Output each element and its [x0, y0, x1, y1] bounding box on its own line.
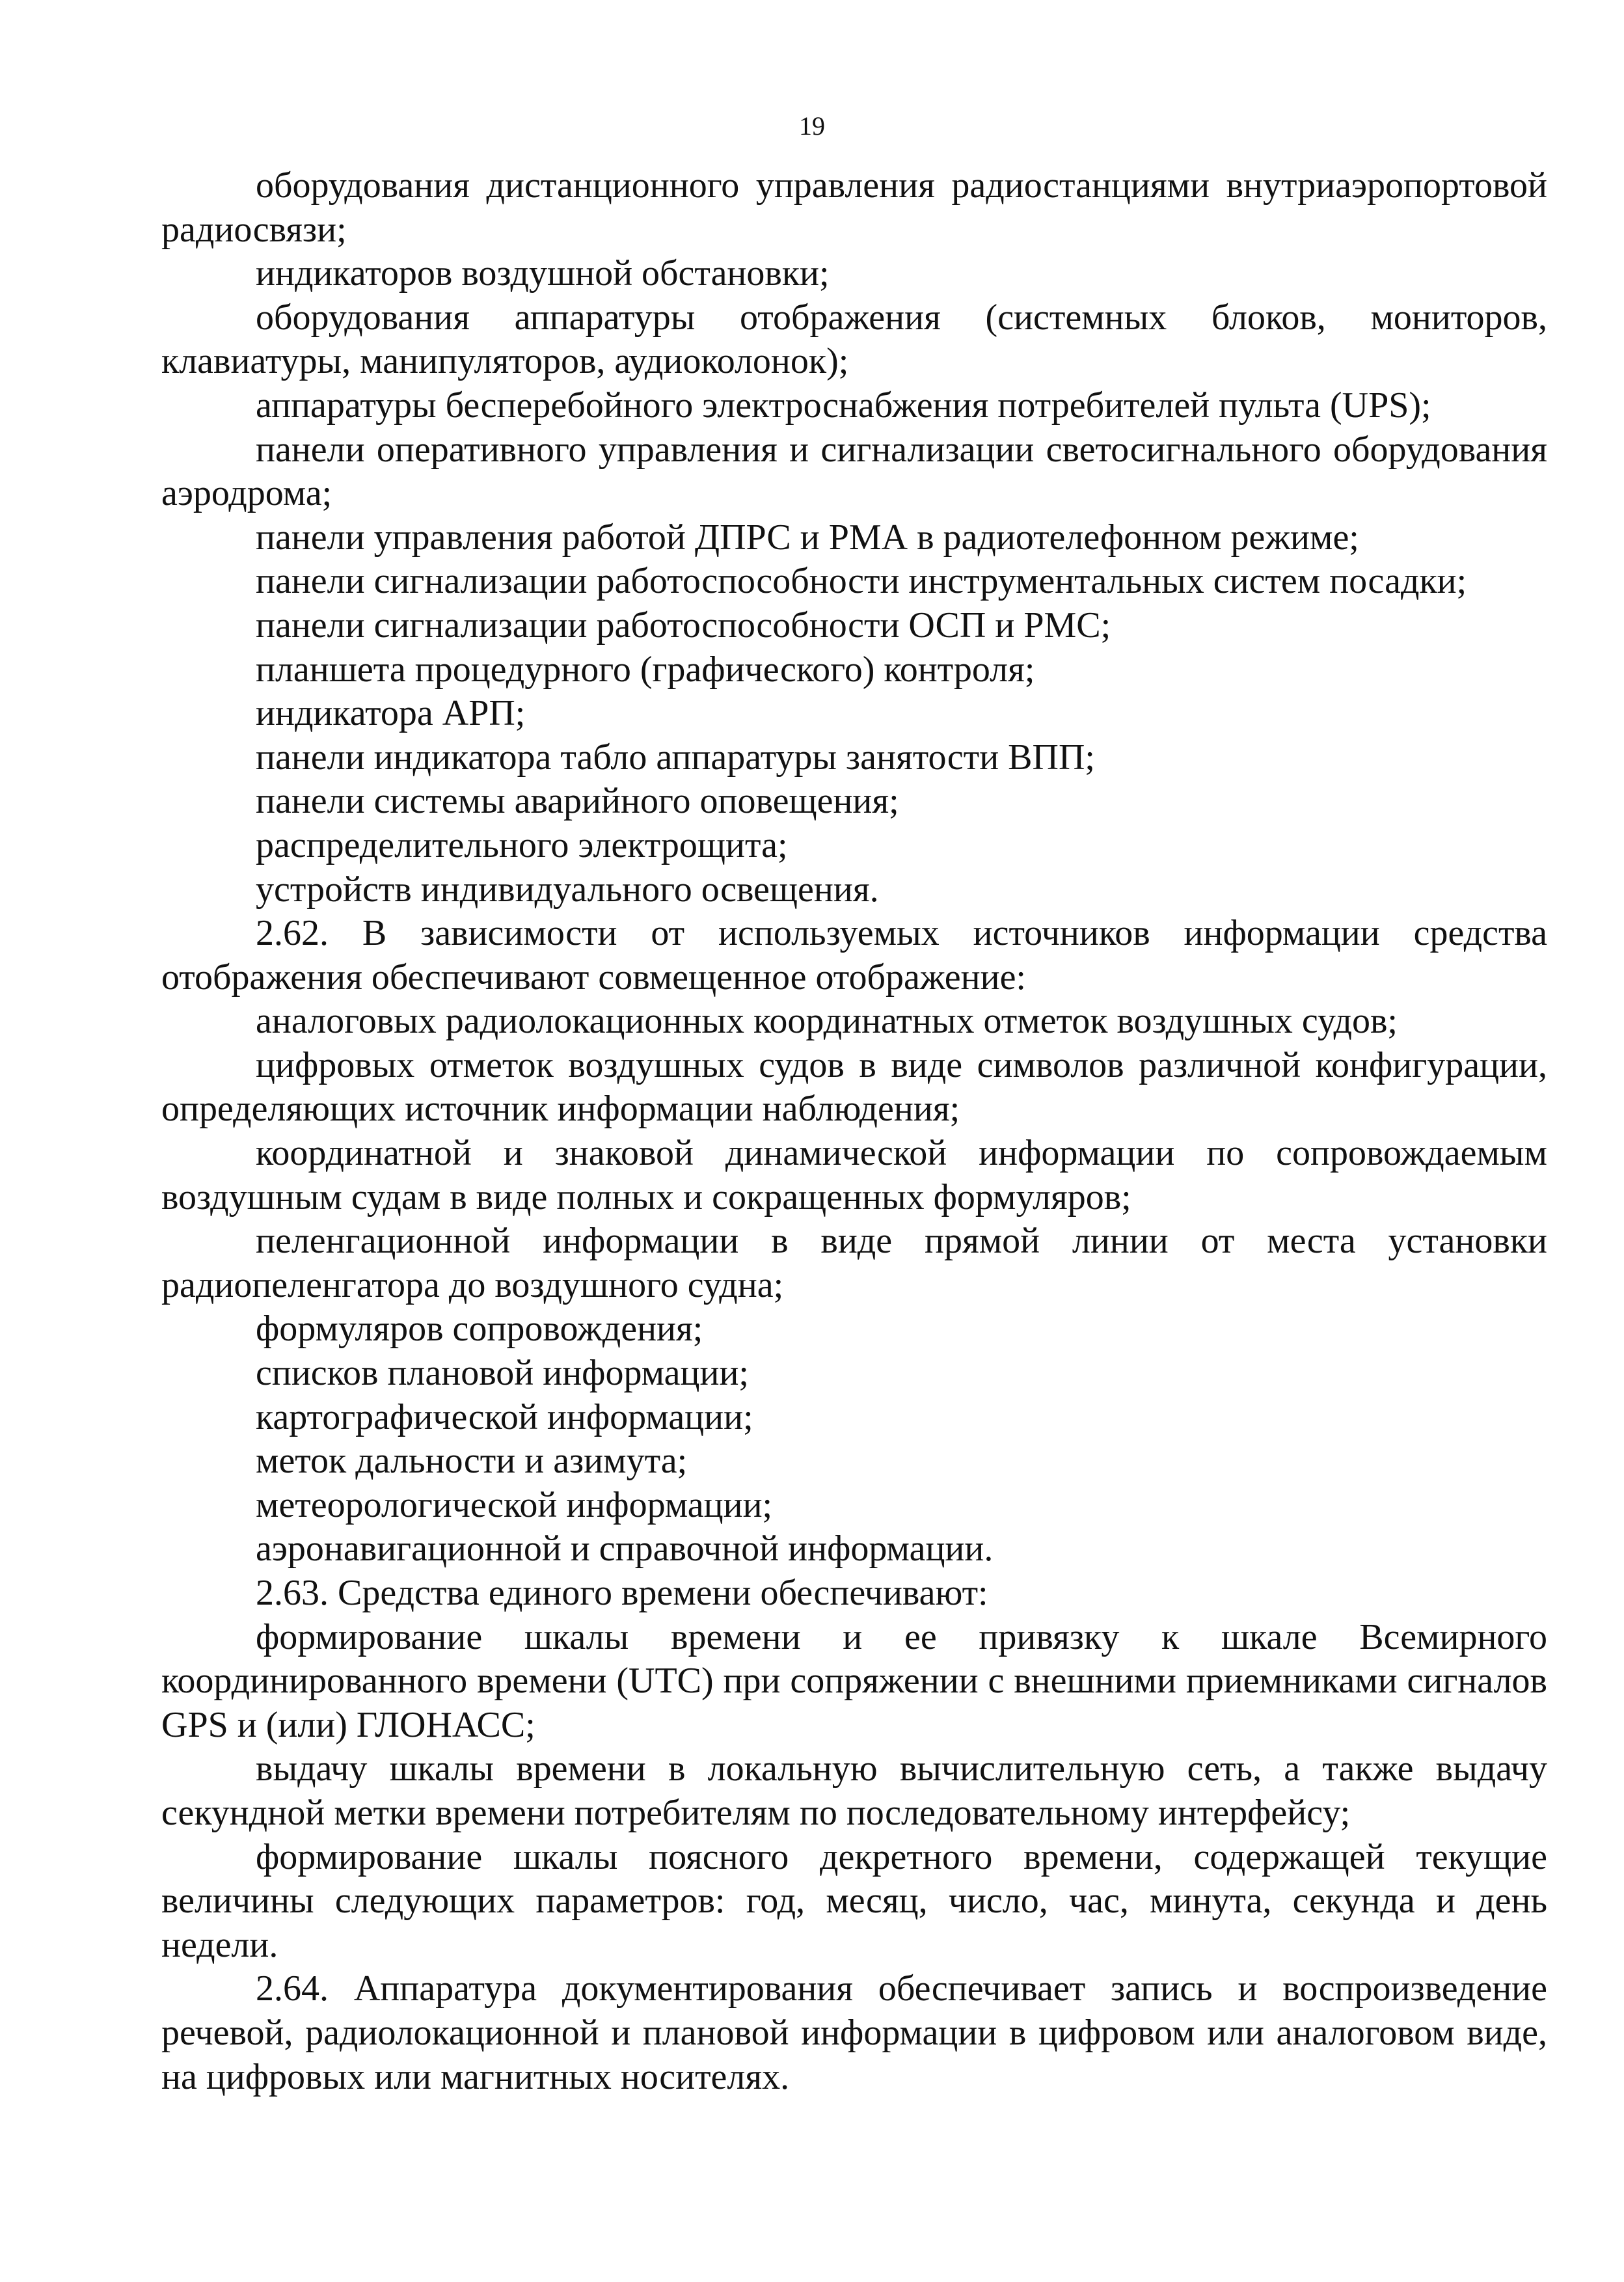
paragraph: меток дальности и азимута; [256, 1441, 688, 1482]
paragraph: панели системы аварийного оповещения; [256, 781, 899, 822]
paragraph: индикаторов воздушной обстановки; [256, 253, 830, 294]
paragraph: панели индикатора табло аппаратуры занятости ВПП; [256, 737, 1095, 778]
paragraph: аппаратуры бесперебойного электроснабжения потребителей пульта (UPS); [256, 385, 1431, 426]
paragraph: пеленгационной информации в виде прямой линии от места установки радиопеленгатора до воздушного судна; [161, 1221, 1547, 1305]
paragraph: индикатора АРП; [256, 693, 526, 734]
paragraph: аэронавигационной и справочной информации. [256, 1528, 994, 1569]
paragraph: аналоговых радиолокационных координатных отметок воздушных судов; [256, 1001, 1398, 1042]
paragraph: 2.63. Средства единого времени обеспечивают: [256, 1573, 988, 1613]
paragraph: распределительного электрощита; [256, 824, 788, 865]
paragraph: 2.62. В зависимости от используемых источников информации средства отображения обеспечивают совмещенное отображение: [161, 913, 1547, 998]
page-number: 19 [799, 111, 825, 141]
paragraph: метеорологической информации; [256, 1484, 773, 1525]
paragraph: оборудования аппаратуры отображения (системных блоков, мониторов, клавиатуры, манипуляторов, аудиоколонок); [161, 297, 1547, 382]
paragraph: панели сигнализации работоспособности ОСП и РМС; [256, 604, 1111, 645]
paragraph: формуляров сопровождения; [256, 1309, 703, 1350]
paragraph: панели оперативного управления и сигнализации светосигнального оборудования аэродрома; [161, 429, 1547, 514]
paragraph: формирование шкалы поясного декретного времени, содержащей текущие величины следующих параметров: год, месяц, число, час, минута, секунда и день недели. [161, 1836, 1547, 1965]
paragraph: панели сигнализации работоспособности инструментальных систем посадки; [256, 561, 1467, 602]
paragraph: панели управления работой ДПРС и РМА в радиотелефонном режиме; [256, 517, 1359, 558]
paragraph: списков плановой информации; [256, 1353, 749, 1394]
paragraph: картографической информации; [256, 1396, 753, 1437]
paragraph: координатной и знаковой динамической информации по сопровождаемым воздушным судам в виде полных и сокращенных формуляров; [161, 1133, 1547, 1217]
paragraph: устройств индивидуального освещения. [256, 869, 879, 910]
paragraph: формирование шкалы времени и ее привязку к шкале Всемирного координированного времени (UTC) при сопряжении с внешними приемниками сигналов GPS и (или) ГЛОНАСС; [161, 1616, 1547, 1745]
paragraph: оборудования дистанционного управления радиостанциями внутриаэропортовой радиосвязи; [161, 165, 1547, 250]
paragraph: выдачу шкалы времени в локальную вычислительную сеть, а также выдачу секундной метки времени потребителям по последовательному интерфейсу; [161, 1748, 1547, 1833]
paragraph: цифровых отметок воздушных судов в виде символов различной конфигурации, определяющих источник информации наблюдения; [161, 1044, 1547, 1130]
paragraph: 2.64. Аппаратура документирования обеспечивает запись и воспроизведение речевой, радиолокационной и плановой информации в цифровом или аналоговом виде, на цифровых или магнитных носителях. [161, 1968, 1547, 2097]
document-body [161, 164, 1547, 2099]
paragraph: планшета процедурного (графического) контроля; [256, 649, 1035, 690]
